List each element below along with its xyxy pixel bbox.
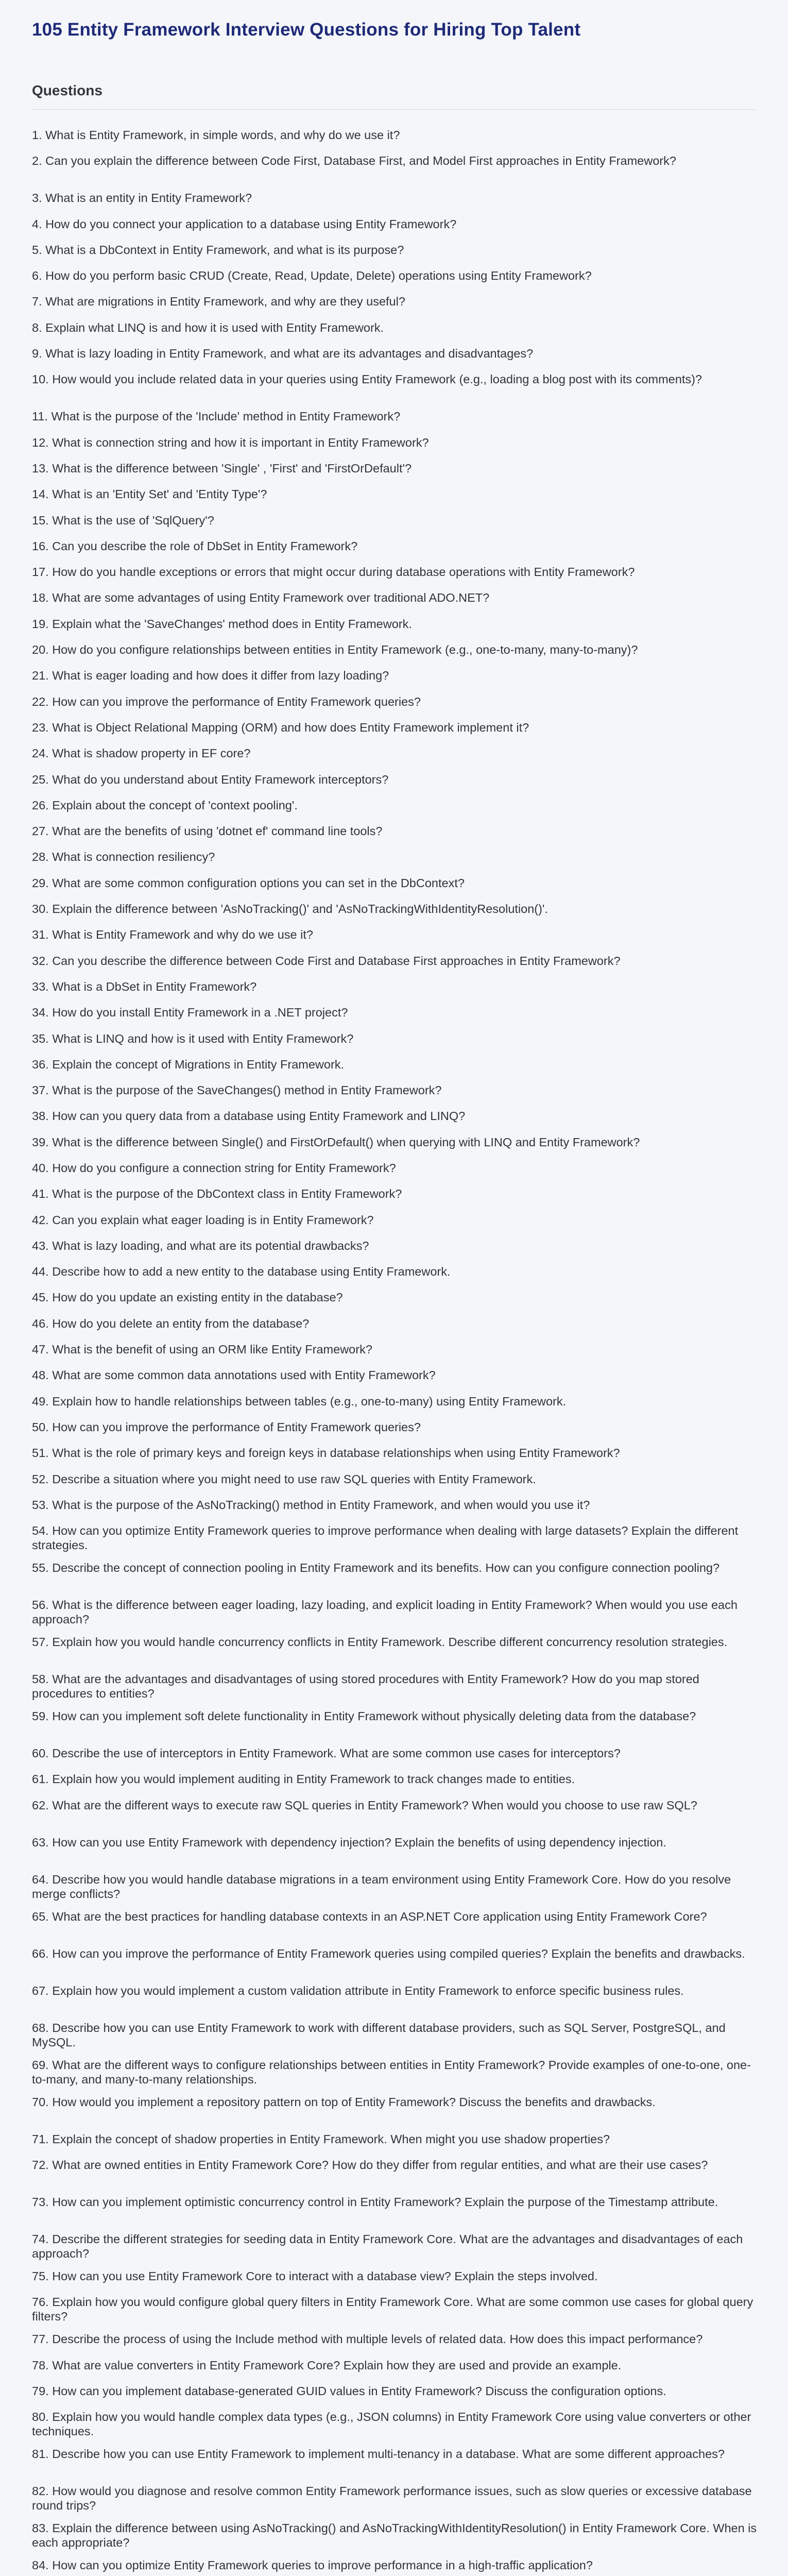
question-list	[32, 128, 758, 2576]
question-item: 77. Describe the process of using the Include method with multiple levels of related data. How does this impact performance?	[32, 2332, 703, 2346]
question-item: 31. What is Entity Framework and why do we use it?	[32, 928, 313, 942]
question-item: 59. How can you implement soft delete functionality in Entity Framework without physically deleting data from the database?	[32, 1709, 696, 1723]
question-item: 62. What are the different ways to execute raw SQL queries in Entity Framework? When would you choose to use raw SQL?	[32, 1798, 697, 1812]
question-item: 60. Describe the use of interceptors in Entity Framework. What are some common use cases for interceptors?	[32, 1747, 621, 1760]
question-item: 49. Explain how to handle relationships between tables (e.g., one-to-many) using Entity Framework.	[32, 1394, 567, 1408]
question-item: 5. What is a DbContext in Entity Framework, and what is its purpose?	[32, 243, 404, 257]
question-item: 6. How do you perform basic CRUD (Create, Read, Update, Delete) operations using Entity Framework?	[32, 269, 592, 283]
question-item: 74. Describe the different strategies for seeding data in Entity Framework Core. What are the advantages and disadvantages of each approach?	[32, 2232, 743, 2261]
question-item: 27. What are the benefits of using 'dotnet ef' command line tools?	[32, 824, 383, 838]
question-item: 72. What are owned entities in Entity Framework Core? How do they differ from regular entities, and what are their use cases?	[32, 2158, 708, 2172]
question-item: 16. Can you describe the role of DbSet in Entity Framework?	[32, 539, 358, 553]
question-item: 39. What is the difference between Single() and FirstOrDefault() when querying with LINQ and Entity Framework?	[32, 1135, 640, 1149]
question-item: 45. How do you update an existing entity in the database?	[32, 1291, 343, 1304]
question-item: 83. Explain the difference between using AsNoTracking() and AsNoTrackingWithIdentityResolution() in Entity Framework Core. When is each appropriate?	[32, 2521, 757, 2550]
question-item: 14. What is an 'Entity Set' and 'Entity Type'?	[32, 487, 267, 501]
question-item: 82. How would you diagnose and resolve common Entity Framework performance issues, such as slow queries or excessive database round trips?	[32, 2484, 752, 2513]
question-item: 52. Describe a situation where you might need to use raw SQL queries with Entity Framework.	[32, 1472, 536, 1486]
question-item: 50. How can you improve the performance of Entity Framework queries?	[32, 1420, 421, 1434]
question-item: 61. Explain how you would implement auditing in Entity Framework to track changes made to entities.	[32, 1772, 575, 1786]
question-item: 42. Can you explain what eager loading is in Entity Framework?	[32, 1213, 374, 1227]
question-item: 75. How can you use Entity Framework Core to interact with a database view? Explain the steps involved.	[32, 2269, 598, 2283]
question-item: 70. How would you implement a repository pattern on top of Entity Framework? Discuss the benefits and drawbacks.	[32, 2095, 656, 2109]
question-item: 53. What is the purpose of the AsNoTracking() method in Entity Framework, and when would you use it?	[32, 1498, 590, 1512]
question-item: 40. How do you configure a connection string for Entity Framework?	[32, 1161, 396, 1175]
question-item: 15. What is the use of 'SqlQuery'?	[32, 513, 214, 527]
question-item: 22. How can you improve the performance of Entity Framework queries?	[32, 694, 421, 708]
question-item: 67. Explain how you would implement a custom validation attribute in Entity Framework to enforce specific business rules.	[32, 1984, 684, 1997]
question-item: 46. How do you delete an entity from the database?	[32, 1316, 310, 1330]
question-item: 24. What is shadow property in EF core?	[32, 747, 251, 760]
question-item: 20. How do you configure relationships between entities in Entity Framework (e.g., one-to-many, many-to-many)?	[32, 643, 638, 657]
question-item: 8. Explain what LINQ is and how it is used with Entity Framework.	[32, 320, 384, 334]
question-item: 76. Explain how you would configure global query filters in Entity Framework Core. What are some common use cases for global query filters?	[32, 2295, 753, 2324]
question-item: 51. What is the role of primary keys and foreign keys in database relationships when using Entity Framework?	[32, 1446, 620, 1460]
question-item: 35. What is LINQ and how is it used with Entity Framework?	[32, 1031, 354, 1045]
question-item: 17. How do you handle exceptions or errors that might occur during database operations with Entity Framework?	[32, 565, 635, 579]
question-item: 2. Can you explain the difference between Code First, Database First, and Model First approaches in Entity Framework?	[32, 154, 676, 168]
question-item: 29. What are some common configuration options you can set in the DbContext?	[32, 876, 465, 890]
question-item: 32. Can you describe the difference between Code First and Database First approaches in Entity Framework?	[32, 954, 621, 968]
question-item: 25. What do you understand about Entity Framework interceptors?	[32, 772, 389, 786]
question-item: 66. How can you improve the performance of Entity Framework queries using compiled queries? Explain the benefits and drawbacks.	[32, 1946, 745, 1960]
question-item: 48. What are some common data annotations used with Entity Framework?	[32, 1368, 436, 1382]
question-item: 56. What is the difference between eager loading, lazy loading, and explicit loading in Entity Framework? When would you use each approach?	[32, 1598, 738, 1626]
question-item: 64. Describe how you would handle database migrations in a team environment using Entity Framework Core. How do you resolve merge conflicts?	[32, 1872, 731, 1901]
question-item: 68. Describe how you can use Entity Framework to work with different database providers, such as SQL Server, PostgreSQL, and MySQL.	[32, 2021, 726, 2049]
question-item: 57. Explain how you would handle concurrency conflicts in Entity Framework. Describe different concurrency resolution strategies.	[32, 1635, 728, 1649]
section-divider	[32, 109, 756, 110]
question-item: 43. What is lazy loading, and what are its potential drawbacks?	[32, 1239, 369, 1252]
question-item: 3. What is an entity in Entity Framework?	[32, 191, 252, 205]
question-item: 4. How do you connect your application to a database using Entity Framework?	[32, 217, 457, 231]
question-item: 47. What is the benefit of using an ORM like Entity Framework?	[32, 1343, 372, 1357]
question-item: 30. Explain the difference between 'AsNoTracking()' and 'AsNoTrackingWithIdentityResolution()'.	[32, 902, 548, 916]
section-heading: Questions	[32, 82, 102, 98]
question-item: 28. What is connection resiliency?	[32, 850, 215, 864]
question-item: 80. Explain how you would handle complex data types (e.g., JSON columns) in Entity Framework Core using value converters or other techniques.	[32, 2410, 751, 2438]
question-item: 73. How can you implement optimistic concurrency control in Entity Framework? Explain the purpose of the Timestamp attribute.	[32, 2195, 718, 2209]
question-item: 11. What is the purpose of the 'Include' method in Entity Framework?	[32, 410, 401, 423]
question-item: 7. What are migrations in Entity Framework, and why are they useful?	[32, 295, 405, 309]
question-item: 19. Explain what the 'SaveChanges' method does in Entity Framework.	[32, 617, 412, 631]
question-item: 41. What is the purpose of the DbContext class in Entity Framework?	[32, 1187, 402, 1201]
question-item: 79. How can you implement database-generated GUID values in Entity Framework? Discuss the configuration options.	[32, 2384, 666, 2398]
question-item: 84. How can you optimize Entity Framework queries to improve performance in a high-traffic application?	[32, 2558, 593, 2572]
question-item: 58. What are the advantages and disadvantages of using stored procedures with Entity Framework? How do you map stored procedures to entities?	[32, 1672, 699, 1701]
question-item: 36. Explain the concept of Migrations in Entity Framework.	[32, 1057, 345, 1071]
question-item: 23. What is Object Relational Mapping (ORM) and how does Entity Framework implement it?	[32, 720, 529, 734]
question-item: 63. How can you use Entity Framework with dependency injection? Explain the benefits of using dependency injection.	[32, 1835, 666, 1849]
question-item: 21. What is eager loading and how does it differ from lazy loading?	[32, 669, 389, 683]
question-item: 12. What is connection string and how it is important in Entity Framework?	[32, 435, 429, 449]
question-item: 34. How do you install Entity Framework in a .NET project?	[32, 1006, 348, 1020]
question-item: 55. Describe the concept of connection pooling in Entity Framework and its benefits. How can you configure connection pooling?	[32, 1561, 720, 1575]
question-item: 78. What are value converters in Entity Framework Core? Explain how they are used and provide an example.	[32, 2358, 622, 2372]
question-item: 54. How can you optimize Entity Framework queries to improve performance when dealing with large datasets? Explain the different strategies.	[32, 1524, 739, 1552]
question-item: 13. What is the difference between 'Single' , 'First' and 'FirstOrDefault'?	[32, 461, 412, 475]
question-item: 10. How would you include related data in your queries using Entity Framework (e.g., loading a blog post with its comments)?	[32, 372, 702, 386]
question-item: 26. Explain about the concept of 'context pooling'.	[32, 798, 298, 812]
question-item: 38. How can you query data from a database using Entity Framework and LINQ?	[32, 1109, 466, 1123]
question-item: 33. What is a DbSet in Entity Framework?	[32, 979, 257, 993]
question-item: 69. What are the different ways to configure relationships between entities in Entity Framework? Provide examples of one-to-one, one-to-many, and many-to-many relationships.	[32, 2058, 751, 2086]
question-item: 71. Explain the concept of shadow properties in Entity Framework. When might you use shadow properties?	[32, 2132, 610, 2146]
question-item: 9. What is lazy loading in Entity Framework, and what are its advantages and disadvantages?	[32, 347, 534, 361]
question-item: 18. What are some advantages of using Entity Framework over traditional ADO.NET?	[32, 591, 490, 605]
page-title: 105 Entity Framework Interview Questions for Hiring Top Talent	[32, 20, 581, 40]
question-item: 1. What is Entity Framework, in simple words, and why do we use it?	[32, 128, 400, 142]
question-item: 37. What is the purpose of the SaveChanges() method in Entity Framework?	[32, 1083, 442, 1097]
question-item: 65. What are the best practices for handling database contexts in an ASP.NET Core application using Entity Framework Core?	[32, 1909, 707, 1923]
question-item: 81. Describe how you can use Entity Framework to implement multi-tenancy in a database. What are some different approaches?	[32, 2447, 725, 2461]
question-item: 44. Describe how to add a new entity to the database using Entity Framework.	[32, 1265, 451, 1279]
